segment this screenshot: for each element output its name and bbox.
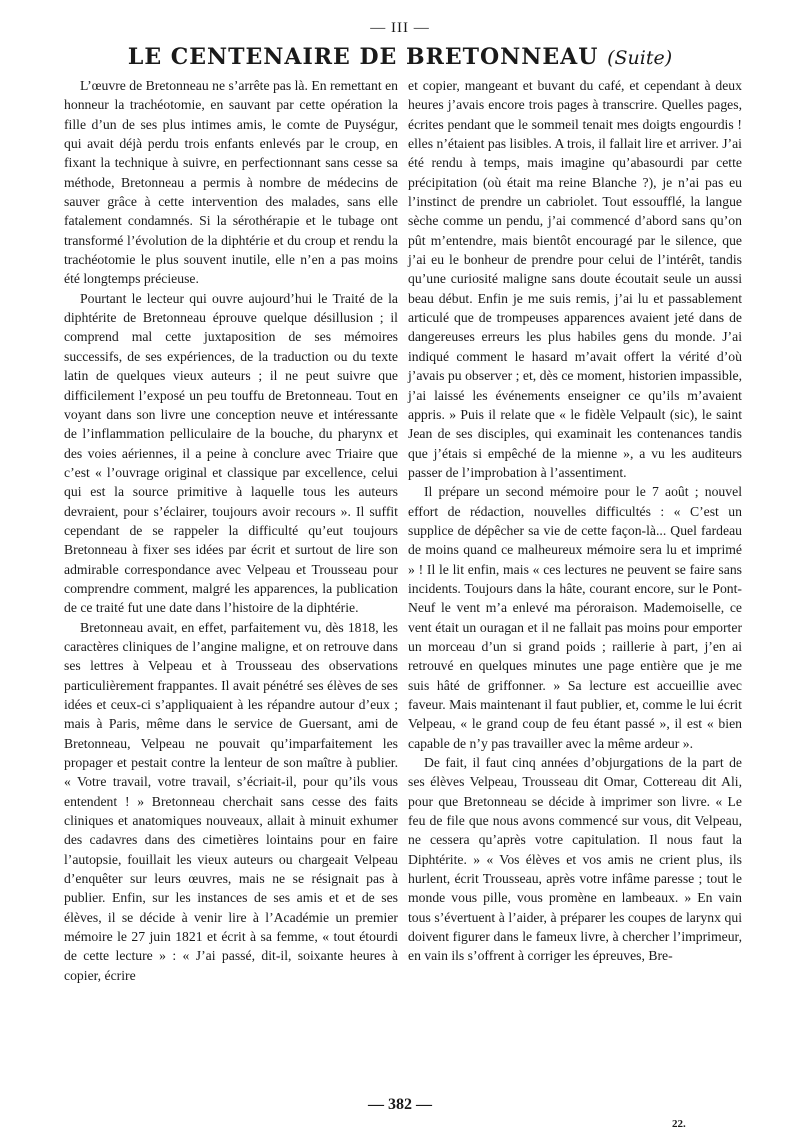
left-column [64, 76, 398, 985]
paragraph: De fait, il faut cinq années d’objurgations de la part de ses élèves Velpeau, Trousseau dit Omar, Cottereau dit Ali, pour que Bretonneau se décide à imprimer son livre. « Le feu de file que nous avons commencé sur vous, dit Velpeau, ne cessera qu’après votre capitulation. Il nous faut la Diphtérite. » « Vos élèves et vos amis ne crient plus, ils hurlent, écrit Trousseau, après votre infâme paresse ; tout le monde vous pille, vous promène en lambeaux. » En vain tous s’évertuent à l’aider, à préparer les coupes de larynx qui doivent figurer dans le fameux livre, à chercher l’imprimeur, en vain ils s’offrent à corriger les épreuves, Bre- [408, 755, 742, 964]
paragraph: Il prépare un second mémoire pour le 7 août ; nouvel effort de rédaction, nouvelles difficultés : « C’est un supplice de dépêcher sa vie de cette façon-là... Quel fardeau de moins quand ce malheureux mémoire sera lu et imprimé » ! Il le lit enfin, mais « ces lectures ne peuvent se faire sans incidents. Toujours dans la hâte, courant encore, sur le Pont-Neuf le vent m’a enlevé ma péroraison. Mademoiselle, ce vent était un ouragan et il ne fallait pas moins pour emporter un morceau d’un si grand poids ; raillerie à part, j’en ai retrouvé en quelques minutes une page entière que je me suis hâté de griffonner. » Sa lecture est accueillie avec faveur. Mais maintenant il faut publier, et, comme le lui écrit Velpeau, « le grand coup de feu étant passé », il est « bien capable de n’y pas travailler avec la même ardeur ». [408, 484, 742, 751]
paragraph: L’œuvre de Bretonneau ne s’arrête pas là. En remettant en honneur la trachéotomie, en sauvant par cette opération la fille d’un de ses plus intimes amis, le comte de Puységur, qui avait déjà perdu trois enfants enlevés par le croup, en fixant la technique à suivre, en perfectionnant sans cesse sa méthode, Bretonneau a permis à nombre de médecins de sauver grâce à cette intervention des malades, sans elle fatalement condamnés. Si la sérothérapie et le tubage ont transformé l’évolution de la diphtérie et du croup et rendu la trachéotomie le plus souvent inutile, elle n’en a pas moins été longtemps précieuse. [64, 78, 398, 287]
page-title [0, 44, 800, 70]
paragraph-continued: et copier, mangeant et buvant du café, et cependant à deux heures j’avais encore trois pages à transcrire. Quelles pages, écrites pendant que le sommeil tenait mes doigts engourdis ! elles n’étaient pas lisibles. A trois, il fallait lire et arriver. J’ai été rendu à temps, mais imagine qu’abasourdi par cette précipitation (où était ma reine Blanche ?), je n’ai pas eu l’instinct de prendre un cabriolet. Tout essoufflé, la langue sèche comme un pendu, j’ai commencé d’abord sans qu’on pût m’entendre, mais bientôt encouragé par le silence, que j’ai eu le bonheur de prendre pour celui de l’intérêt, tandis qu’une curiosité maligne sans doute écoutait seule un aussi beau début. Enfin je me suis remis, j’ai lu et passablement articulé que de trompeuses apparences avaient jeté dans de dangereuses erreurs les plus habiles gens du monde. J’ai indiqué comment le hasard m’avait offert la vérité d’où j’avais pu observer ; et, dès ce moment, historien impassible, j’ai laissé les événements enseigner ce qu’ils m’avaient appris. » Puis il relate que « le fidèle Velpault (sic), le saint Jean de ses disciples, qui examinait les contenances tandis que j’étais si empêché de la mienne », a vu les auditeurs passer de l’improbation à l’assentiment. [408, 78, 742, 480]
signature-mark: 22. [672, 1118, 686, 1130]
title-suffix: (Suite) [607, 47, 673, 69]
section-number: — III — [370, 20, 430, 36]
title-text: LE CENTENAIRE DE BRETONNEAU [127, 44, 599, 70]
paragraph: Bretonneau avait, en effet, parfaitement vu, dès 1818, les caractères cliniques de l’angine maligne, et on retrouve dans ses lettres à Velpeau et à Trousseau des observations particulièrement frappantes. Il avait pénétré ses élèves de ses idées et ceux-ci s’appliquaient à les répandre autour d’eux ; mais à Paris, même dans le service de Guersant, ami de Bretonneau, Velpeau ne pouvait qu’imparfaitement les propager et pestait contre la lenteur de son maître à publier. « Votre travail, votre travail, s’écriait-il, pour qu’ils vous entendent ! » Bretonneau cherchait sans cesse des faits cliniques et anatomiques nouveaux, allait à minuit exhumer des cadavres dans des cimetières lointains pour en faire l’autopsie, fouillait les vieux auteurs ou chargeait Velpeau d’enquêter sur leurs œuvres, mais ne se résignait pas à publier. Enfin, sur les instances de ses amis et et de ses élèves, il se décide à venir lire à l’Académie un premier mémoire le 27 juin 1821 et écrit à sa femme, « tout étourdi de cette lecture » : « J’ai passé, dit-il, soixante heures à copier, écrire [64, 619, 398, 983]
page-number: — 382 — [368, 1096, 432, 1113]
paragraph: Pourtant le lecteur qui ouvre aujourd’hui le Traité de la diphtérite de Bretonneau éprouve quelque désillusion ; il comprend mal cette juxtaposition de ses mémoires successifs, de ses expériences, de la traduction ou du texte latin de quelques vieux auteurs ; il ne peut suivre que difficilement l’exposé un peu touffu de Bretonneau. Tout en voyant dans son livre une conception neuve et intéressante de l’inflammation pelliculaire de la bouche, du pharynx et des voies aériennes, il a peine à conclure avec Triaire que c’est « l’ouvrage original et classique par excellence, celui qui est la source primitive à laquelle tous les auteurs devraient, pour s’éclairer, toujours avoir recours ». Il suffit cependant de se rappeler la difficulté qu’eut toujours Bretonneau à fixer ses idées par écrit et surtout de lire son admirable correspondance avec Velpeau et Trousseau pour comprendre comment, malgré les apparences, la publication de ce traité fut une date dans l’histoire de la diphtérie. [64, 290, 398, 616]
right-column [408, 76, 742, 966]
